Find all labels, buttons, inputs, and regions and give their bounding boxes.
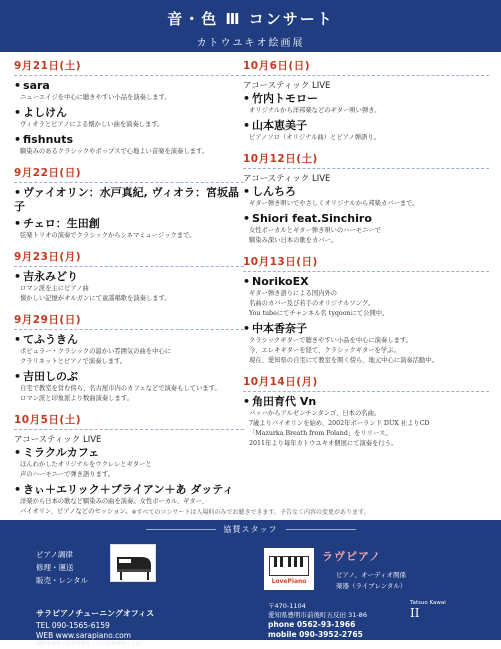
performer-name-text: 吉田しのぶ [23, 370, 79, 383]
bullet-icon: • [14, 186, 22, 199]
love-piano-brand: ラヴピアノ [322, 550, 382, 563]
performer-name [14, 217, 244, 231]
performer-name-text: sara [23, 79, 50, 92]
performer-description: ピアノソロ（オリジナル曲）とピアノ弾語り。 [249, 134, 380, 141]
performer-name [14, 270, 244, 284]
performer-name [243, 322, 489, 336]
schedule-date: 9月29日(日) [14, 312, 244, 330]
performer-name [14, 186, 244, 214]
performer-description: ロマン派と印象派より数曲演奏します。 [20, 395, 133, 402]
performer-description: クラシックギターで聴きやすい小品を中心に演奏します。 [249, 337, 413, 344]
sara-services [36, 548, 88, 587]
performer-name-text: 竹内トモロー [252, 92, 319, 105]
performer-name-text: NorikoEX [252, 275, 309, 288]
permit-number: 愛知県古物商許可証 第54252102300号 道具商 [268, 641, 377, 647]
mobile-number: mobile 090-3952-2765 [268, 630, 363, 639]
performer-name-text: チェロ：生田創 [23, 217, 100, 230]
schedule-day-block [14, 312, 244, 404]
address: 愛知県豊明市前後町五反田 31-86 [268, 611, 367, 619]
performer-description: 声のハーモニーで弾き語ります。 [20, 471, 114, 478]
performer-description: 現在、愛知県の自宅にて教室を開く傍ら、地元中心に演奏活動中。 [249, 357, 438, 364]
performer-entry [243, 92, 489, 116]
performer-entry [243, 395, 489, 449]
performer-description: 女性ボーカルとギター弾き唄いのハーモニーで [249, 227, 382, 234]
bullet-icon: • [14, 133, 22, 146]
performer-description: ギター弾き唄いでやさしくオリジナルから邦楽カバーまで。 [249, 200, 419, 207]
sponsor-label: 協賛スタッフ [0, 524, 501, 535]
performer-entry [14, 270, 244, 304]
performer-name-text: よしけん [23, 106, 68, 119]
performer-name [14, 446, 244, 460]
performer-entry [14, 446, 244, 480]
performer-name-text: ミラクルカフェ [23, 446, 100, 459]
performer-description: 自宅で教室を営む傍ら、名古屋市内のカフェなどで演奏もしています。 [20, 385, 221, 392]
schedule-date: 10月6日(日) [243, 58, 489, 76]
performer-entry [14, 370, 244, 404]
performer-description: 7歳よりバイオリンを始め、2002年ポーランド DUX 社よりCD [249, 420, 430, 427]
schedule-date: 9月21日(土) [14, 58, 244, 76]
performer-name [14, 106, 244, 120]
sponsor-sara-piano [22, 538, 232, 647]
schedule-date: 10月5日(土) [14, 412, 244, 430]
bullet-icon: • [243, 275, 251, 288]
schedule-day-block [243, 374, 489, 449]
performer-name-text: Shiori feat.Sinchiro [252, 212, 372, 225]
performer-entry [14, 106, 244, 130]
performer-description: ギター弾き語りによる国内外の [249, 290, 338, 297]
sponsor-footer [0, 520, 501, 647]
sara-address: 岡崎事務所 / 岸谷事務所 / 名古屋事務所・工房 [36, 641, 141, 647]
performer-entry [243, 322, 489, 366]
schedule-date: 9月23日(月) [14, 249, 244, 267]
performer-name [14, 370, 244, 384]
performer-name [243, 185, 489, 199]
bullet-icon: • [14, 217, 22, 230]
header-banner [0, 0, 501, 52]
performer-name [243, 275, 489, 289]
performer-name [14, 79, 244, 93]
keyboard-icon [269, 556, 309, 576]
performer-entry [14, 79, 244, 103]
schedule-date: 10月13日(日) [243, 254, 489, 272]
performer-entry [14, 333, 244, 367]
performer-name-text: しんちろ [252, 185, 297, 198]
schedule-date: 10月12日(土) [243, 151, 489, 169]
bullet-icon: • [14, 333, 22, 346]
bullet-icon: • [243, 212, 251, 225]
bullet-icon: • [14, 370, 22, 383]
performer-entry [14, 133, 244, 157]
performer-description: ポピュラー・クラシックの温かい雰囲気の曲を中心に [20, 348, 171, 355]
performer-entry [243, 275, 489, 319]
performer-name [243, 119, 489, 133]
performer-description: クラリネットとピアノで演奏します。 [20, 358, 127, 365]
performer-name [14, 483, 244, 497]
love-piano-logo [264, 548, 314, 590]
performer-description: ニューエイジを中心に聴きやすい小品を演奏します。 [20, 94, 171, 101]
performer-name [243, 92, 489, 106]
schedule-date: 10月14日(月) [243, 374, 489, 392]
performer-description: 弦楽トリオの演奏でクラシックからシネマミュージックまで。 [20, 232, 196, 239]
service-item: ピアノ、オーディオ関係 [336, 571, 406, 579]
sponsor-love-piano [260, 538, 488, 647]
kawai-label: Tatsuo Kawai [410, 600, 446, 606]
service-item: 修理・運送 [36, 563, 74, 572]
performer-entry [243, 185, 489, 209]
schedule-day-block [14, 165, 244, 241]
performer-name-text: 山本恵美子 [252, 119, 308, 132]
schedule-day-block [243, 151, 489, 246]
performer-entry [243, 119, 489, 143]
performer-name-text: 中本香奈子 [252, 322, 308, 335]
sara-web-link[interactable]: WEB www.sarapiano.com [36, 631, 132, 640]
session-tag: アコースティック LIVE [14, 435, 102, 445]
performer-description: 馴染み深い日本の歌をカバー。 [249, 237, 337, 244]
schedule-day-block [14, 249, 244, 304]
performer-name [14, 333, 244, 347]
phone-number: phone 0562-93-1966 [268, 620, 356, 629]
performer-description: 「Mazurka Breath from Poland」をリリース。 [249, 430, 392, 437]
performer-description: バッハからアルゼンチンタンゴ、日本の名曲。 [249, 410, 381, 417]
session-tag: アコースティック LIVE [243, 174, 331, 184]
service-item: 楽器（ライブレンタル） [336, 582, 407, 590]
performer-name-text: きぃ＋エリック＋ブライアン＋あ ダッティ [23, 483, 234, 496]
performer-description: ヴィオラとピアノによる懐かしい曲を演奏します。 [20, 121, 164, 128]
kawai-mark [410, 600, 446, 620]
performer-name-text: ヴァイオリン：水戸真紀, ヴィオラ：宮坂晶子 [14, 186, 239, 213]
performer-entry [243, 212, 489, 246]
performer-description: 今、エレキギターを経て、クラシックギターを学ぶ。 [249, 347, 400, 354]
performer-name [243, 395, 489, 409]
bullet-icon: • [243, 322, 251, 335]
performer-description: 洋楽から日本の歌など馴染みの曲を演奏。女性ボーカル、ギター、 [20, 498, 208, 505]
performer-name-text: 角田育代 Vn [252, 395, 317, 408]
performer-description: 名曲のカバー及び若手のオリジナルソング。 [249, 300, 375, 307]
love-piano-services [336, 570, 406, 592]
schedule-day-block [243, 58, 489, 143]
performer-entry [14, 217, 244, 241]
schedule-date: 9月22日(日) [14, 165, 244, 183]
bullet-icon: • [14, 106, 22, 119]
sara-company-name: サラピアノチューニングオフィス [36, 609, 155, 618]
performer-name [14, 133, 244, 147]
schedule-left-column [14, 58, 244, 562]
service-item: ピアノ調律 [36, 550, 73, 559]
schedule-right-column [243, 58, 489, 457]
schedule-day-block [243, 254, 489, 366]
bullet-icon: • [243, 119, 251, 132]
sara-tel: TEL 090-1565-6159 [36, 621, 110, 630]
postal-code: 〒470-1104 [268, 602, 306, 610]
sara-contact [36, 621, 131, 641]
notice-text: ※すべてのコンサートは入場料のみでお聴きできます。予告なく内容の変更があります。 [131, 509, 370, 516]
performer-name-text: 吉永みどり [23, 270, 79, 283]
bullet-icon: • [14, 483, 22, 496]
bullet-icon: • [243, 395, 251, 408]
bullet-icon: • [14, 446, 22, 459]
performer-description: 懐かしい記憶がオルガンにて童謡唱歌を演奏します。 [20, 295, 171, 302]
service-item: 販売・レンタル [36, 576, 89, 585]
performer-name [243, 212, 489, 226]
bullet-icon: • [14, 270, 22, 283]
performer-description: 2011年より毎年カトウユキオ個展にて演奏を行う。 [249, 440, 398, 447]
performer-name-text: fishnuts [23, 133, 74, 146]
piano-illustration [110, 544, 156, 582]
page-subtitle: カトウユキオ絵画展 [196, 38, 305, 49]
logo-text: LovePiano [271, 578, 307, 585]
performer-description: オリジナルから洋邦楽などのギター唄い弾き。 [249, 107, 381, 114]
kawai-symbol: II [410, 606, 420, 620]
performer-description: ほんわかしたオリジナルをウクレレとギターと [20, 461, 152, 468]
performer-description: You tubeにてチャンネル名 tyqoonにて公開中。 [249, 310, 389, 317]
bullet-icon: • [243, 185, 251, 198]
bullet-icon: • [243, 92, 251, 105]
bullet-icon: • [14, 79, 22, 92]
page-title: 音・色 Ⅲ コンサート [167, 10, 334, 28]
performer-description: 馴染みのあるクラシックやポップスで心地よい音楽を演奏します。 [20, 148, 209, 155]
grand-piano-icon [111, 545, 157, 583]
performer-entry [14, 186, 244, 214]
session-tag: アコースティック LIVE [243, 81, 331, 91]
schedule-day-block [14, 58, 244, 157]
love-piano-contact [268, 602, 376, 649]
performer-description: バイオリン、ピアノなどのセッション。 [20, 508, 132, 515]
performer-name-text: てふうきん [23, 333, 79, 346]
performer-description: ロマン派を主にピアノ曲 [20, 285, 89, 292]
